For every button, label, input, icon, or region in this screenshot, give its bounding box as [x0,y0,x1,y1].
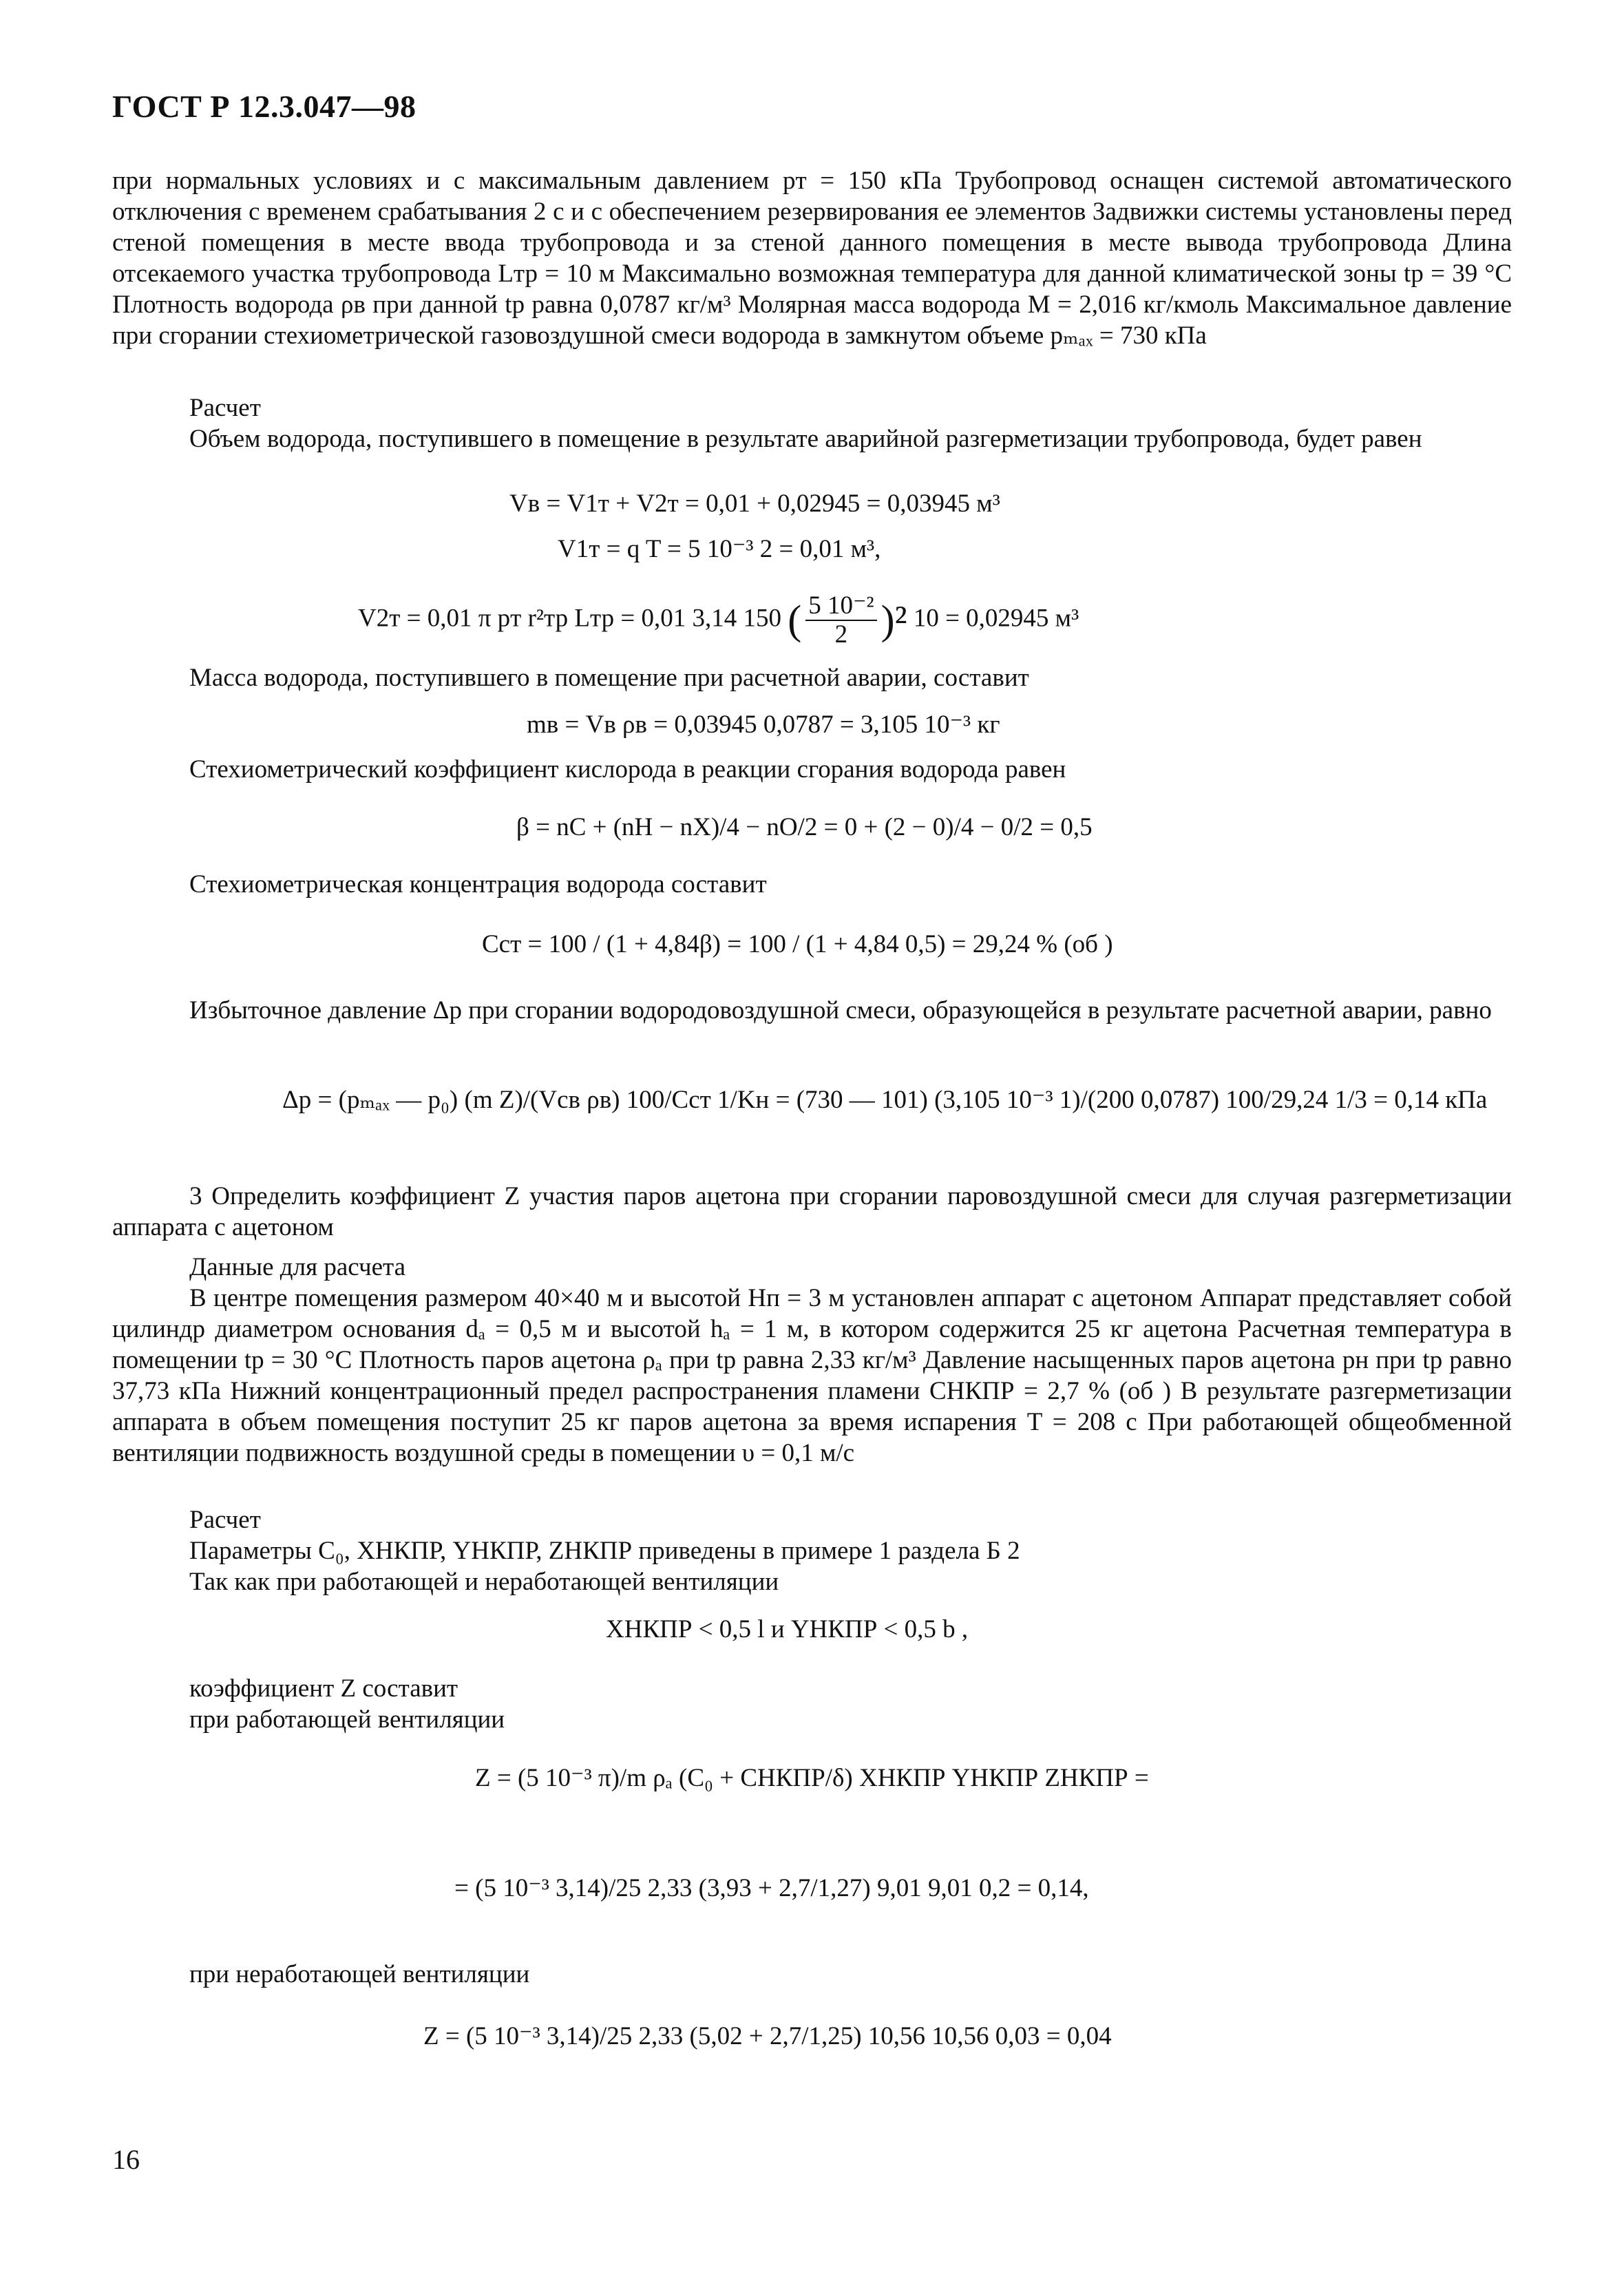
document-header: ГОСТ Р 12.3.047—98 [112,89,416,124]
fraction-numerator: 5 10⁻² [805,592,876,621]
fraction-v2t [805,592,876,649]
formula-cst: Cст = 100 / (1 + 4,84β) = 100 / (1 + 4,84 0,5) = 29,24 % (об ) [482,930,1113,958]
data-heading: Данные для расчета [189,1253,406,1281]
paragraph-idle-ventilation: при неработающей вентиляции [189,1960,530,1988]
paren-open: ( [788,597,802,643]
formula-condition: XНКПР < 0,5 l и YНКПР < 0,5 b , [606,1615,969,1643]
formula-mb: mв = Vв ρв = 0,03945 0,0787 = 3,105 10⁻³ кг [527,711,1000,739]
formula-z-working: = (5 10⁻³ 3,14)/25 2,33 (3,93 + 2,7/1,27) 9,01 9,01 0,2 = 0,14, [454,1874,1089,1902]
formula-vb: Vв = V1т + V2т = 0,01 + 0,02945 = 0,03945 м³ [509,490,1000,518]
formula-z-idle: Z = (5 10⁻³ 3,14)/25 2,33 (5,02 + 2,7/1,25) 10,56 10,56 0,03 = 0,04 [423,2022,1112,2050]
raschet-heading-2: Расчет [189,1506,261,1534]
paragraph-task-3: 3 Определить коэффициент Z участия паров ацетона при сгорании паровоздушной смеси для случая разгерметизации аппарата с ацетоном [112,1182,1512,1241]
formula-v2t [358,592,1079,649]
paragraph-parameters: Параметры C₀, XНКПР, YНКПР, ZНКПР приведены в примере 1 раздела Б 2 [189,1537,1020,1565]
page-number: 16 [112,2144,140,2175]
paragraph-conditions: при нормальных условиях и с максимальным давлением pт = 150 кПа Трубопровод оснащен системой автоматического отключения с временем срабатывания 2 с и с обеспечением резервирования ее элементов Задвижки системы установлены перед стеной помещения в месте ввода трубопровода и за стеной данного помещения в месте вывода трубопровода Длина отсекаемого участка трубопровода Lтр = 10 м Максимально возможная температура для данной климатической зоны tр = 39 °С Плотность водорода ρв при данной tр равна 0,0787 кг/м³ Молярная масса водорода M = 2,016 кг/кмоль Максимальное давление при сгорании стехиометрической газовоздушной смеси водорода в замкнутом объеме pₘₐₓ = 730 кПа [112,167,1512,350]
formula-v1t: V1т = q T = 5 10⁻³ 2 = 0,01 м³, [558,535,881,563]
paragraph-cst-intro: Стехиометрическая концентрация водорода составит [189,870,767,898]
paragraph-working-ventilation: при работающей вентиляции [189,1705,505,1734]
paragraph-coefficient-z: коэффициент Z составит [189,1674,458,1703]
formula-v2t-right: 10 = 0,02945 м³ [913,604,1079,633]
paragraph-dp-intro: Избыточное давление Δp при сгорании водородовоздушной смеси, образующейся в результате расчетной аварии, равно [189,996,1492,1024]
formula-dp: Δp = (pₘₐₓ — p₀) (m Z)/(Vсв ρв) 100/Cст 1/Kн = (730 — 101) (3,105 10⁻³ 1)/(200 0,0787) 100/29,24 1/3 = 0,14 кПа [282,1086,1488,1114]
formula-z-general: Z = (5 10⁻³ π)/m ρₐ (C₀ + CНКПР/δ) XНКПР YНКПР ZНКПР = [475,1764,1149,1792]
formula-v2t-left: V2т = 0,01 π pт r²тр Lтр = 0,01 3,14 150 [358,604,781,633]
paragraph-ventilation: Так как при работающей и неработающей вентиляции [189,1568,779,1596]
paragraph-mass-intro: Масса водорода, поступившего в помещение при расчетной аварии, составит [189,664,1029,692]
paragraph-acetone-data: В центре помещения размером 40×40 м и высотой Hп = 3 м установлен аппарат с ацетоном Аппарат представляет собой цилиндр диаметром основания dₐ = 0,5 м и высотой hₐ = 1 м, в котором содержится 25 кг ацетона Расчетная температура в помещении tр = 30 °С Плотность паров ацетона ρₐ при tр равна 2,33 кг/м³ Давление насыщенных паров ацетона pн при tр равно 37,73 кПа Нижний концентрационный предел распространения пламени CНКПР = 2,7 % (об ) В результате разгерметизации аппарата в объем помещения поступит 25 кг паров ацетона за время испарения T = 208 с При работающей общеобменной вентиляции подвижность воздушной среды в помещении υ = 0,1 м/с [112,1284,1512,1467]
formula-beta: β = nС + (nH − nX)/4 − nO/2 = 0 + (2 − 0)/4 − 0/2 = 0,5 [516,813,1093,841]
paren-close: )² [880,597,907,643]
fraction-denominator: 2 [834,620,848,649]
paragraph-beta-intro: Стехиометрический коэффициент кислорода в реакции сгорания водорода равен [189,755,1066,784]
raschet-heading-1: Расчет [189,394,261,422]
paragraph-volume-intro: Объем водорода, поступившего в помещение в результате аварийной разгерметизации трубопровода, будет равен [189,425,1422,453]
